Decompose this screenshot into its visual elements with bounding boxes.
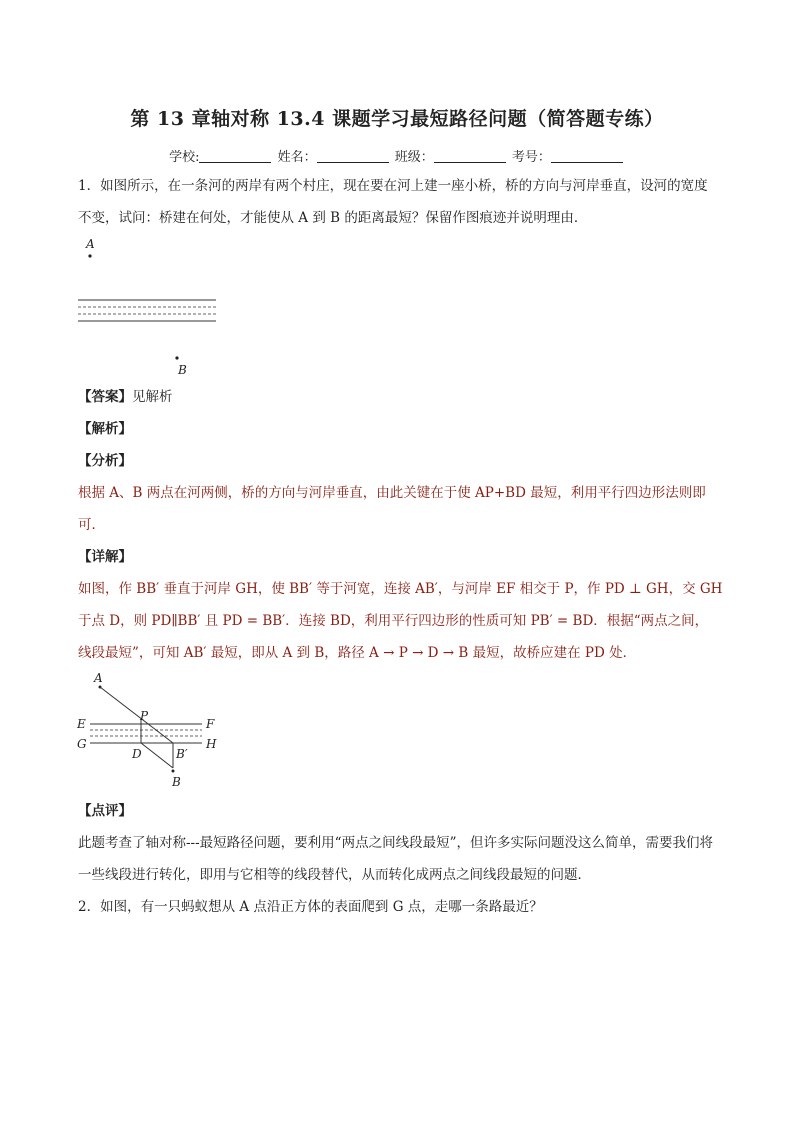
school-blank [199, 149, 271, 163]
exam-no-label: 考号： [511, 150, 551, 165]
comment-section [78, 795, 728, 923]
village-b-point [175, 356, 178, 359]
fig1-label-a: A [86, 237, 95, 251]
fig2-label-g: G [77, 737, 87, 751]
name-label: 姓名： [277, 150, 317, 165]
fig2-label-a: A [94, 671, 103, 685]
school-label: 学校: [169, 150, 200, 165]
comment-line-2: 一些线段进行转化，即用与它相等的线段替代，从而转化成两点之间线段最短的问题． [78, 867, 591, 883]
exam-no-blank [551, 149, 623, 163]
answer-text: 见解析 [132, 389, 173, 405]
bridge-construction-figure [70, 668, 230, 796]
analysis-section [78, 413, 728, 669]
segment-db [141, 743, 173, 768]
student-info-row [0, 146, 794, 165]
detail-line-2: 于点 D，则 PD∥BB′ 且 PD = BB′．连接 BD，利用平行四边形的性质可知 PB′ = BD．根据“两点之间， [78, 613, 709, 629]
fig2-label-d: D [132, 747, 142, 761]
fig2-label-p: P [140, 709, 149, 723]
comment-line-1: 此题考查了轴对称---最短路径问题，要利用“两点之间线段最短”，但许多实际问题没这么简单，需要我们将 [78, 835, 713, 851]
detail-line-1: 如图，作 BB′ 垂直于河岸 GH，使 BB′ 等于河宽，连接 AB′，与河岸 EF 相交于 P，作 PD ⊥ GH，交 GH [78, 581, 723, 597]
answer-line [78, 381, 728, 413]
detail-tag: 【详解】 [78, 549, 132, 565]
detail-line-3: 线段最短”，可知 AB′ 最短，即从 A 到 B，路径 A → P → D → B 最短，故桥应建在 PD 处． [78, 645, 637, 661]
fig2-label-h: H [206, 737, 217, 751]
q1-line-1: 1．如图所示，在一条河的两岸有两个村庄，现在要在河上建一座小桥，桥的方向与河岸垂直，设河的宽度 [78, 178, 708, 194]
class-label: 班级： [394, 150, 434, 165]
q1-line-2: 不变，试问：桥建在何处，才能使从 A 到 B 的距离最短？保留作图痕迹并说明理由． [78, 210, 588, 226]
class-blank [434, 149, 506, 163]
question-1 [78, 170, 728, 234]
segment-ab-prime [100, 687, 173, 743]
answer-tag: 【答案】 [78, 389, 132, 405]
name-blank [317, 149, 389, 163]
fig2-label-b-prime: B′ [176, 747, 188, 761]
fenxi-tag: 【分析】 [78, 453, 132, 469]
q2-line-1: 2．如图，有一只蚂蚁想从 A 点沿正方体的表面爬到 G 点，走哪一条路最近？ [78, 899, 543, 915]
fig2-label-f: F [206, 717, 215, 731]
river-figure [70, 234, 230, 380]
fig2-label-e: E [77, 717, 86, 731]
village-a-point [88, 254, 91, 257]
page-title: 第 13 章轴对称 13.4 课题学习最短路径问题（简答题专练） [130, 108, 664, 130]
point-b [172, 770, 175, 773]
fig1-label-b: B [178, 363, 187, 377]
comment-tag: 【点评】 [78, 803, 132, 819]
fenxi-line-1: 根据 A、B 两点在河两侧，桥的方向与河岸垂直，由此关键在于使 AP+BD 最短，利用平行四边形法则即 [78, 485, 706, 501]
fenxi-line-2: 可． [78, 517, 105, 533]
analysis-tag: 【解析】 [78, 421, 132, 437]
fig2-label-b: B [172, 775, 181, 789]
